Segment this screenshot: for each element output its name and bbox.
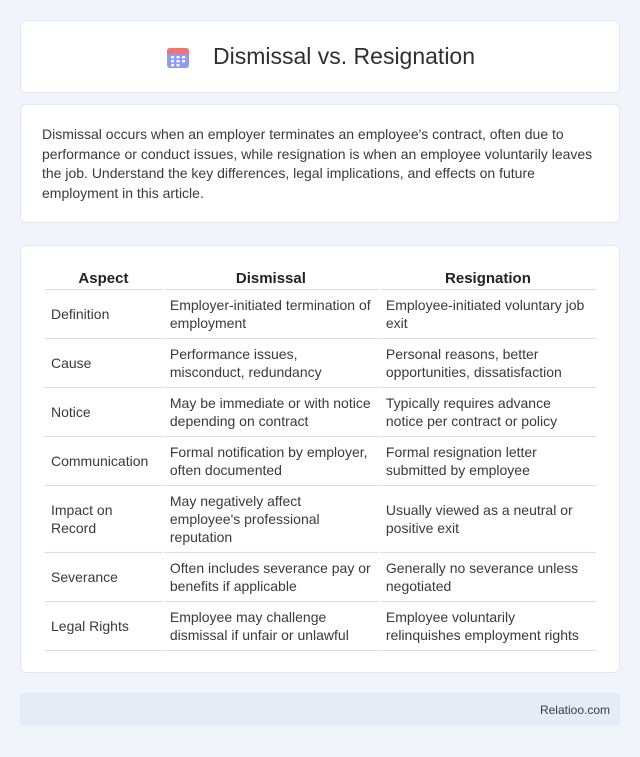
comparison-table: [43, 264, 598, 651]
title-card: [20, 20, 620, 93]
cell-dismissal: Performance issues, misconduct, redundancy: [164, 339, 378, 388]
intro-card: [20, 104, 620, 223]
cell-resignation: Employee voluntarily relinquishes employment rights: [380, 602, 596, 651]
cell-aspect: Communication: [45, 437, 162, 486]
comparison-card: [20, 245, 620, 673]
table-row: [45, 486, 596, 553]
cell-resignation: Formal resignation letter submitted by employee: [380, 437, 596, 486]
table-row: [45, 339, 596, 388]
table-header-row: [45, 264, 596, 290]
table-row: [45, 602, 596, 651]
page-title: Dismissal vs. Resignation: [212, 43, 476, 69]
cell-aspect: Legal Rights: [45, 602, 162, 651]
cell-dismissal: Formal notification by employer, often documented: [164, 437, 378, 486]
cell-aspect: Cause: [45, 339, 162, 388]
cell-dismissal: May negatively affect employee's professional reputation: [164, 486, 378, 553]
cell-dismissal: Employer-initiated termination of employment: [164, 290, 378, 339]
cell-dismissal: May be immediate or with notice depending on contract: [164, 388, 378, 437]
table-row: [45, 553, 596, 602]
header-resignation: Resignation: [380, 264, 596, 290]
table-row: [45, 290, 596, 339]
cell-aspect: Definition: [45, 290, 162, 339]
cell-aspect: Severance: [45, 553, 162, 602]
footer-site-name: Relatioo.com: [539, 702, 610, 717]
table-row: [45, 388, 596, 437]
table-row: [45, 437, 596, 486]
cell-resignation: Personal reasons, better opportunities, dissatisfaction: [380, 339, 596, 388]
cell-aspect: Notice: [45, 388, 162, 437]
cell-dismissal: Employee may challenge dismissal if unfair or unlawful: [164, 602, 378, 651]
cell-dismissal: Often includes severance pay or benefits if applicable: [164, 553, 378, 602]
cell-aspect: Impact on Record: [45, 486, 162, 553]
intro-paragraph: Dismissal occurs when an employer terminates an employee's contract, often due to performance or conduct issues, while resignation is when an employee voluntarily leaves the job. Understand the key differences, legal implications, and effects on future employment in this article.: [42, 126, 593, 201]
cell-resignation: Generally no severance unless negotiated: [380, 553, 596, 602]
header-aspect: Aspect: [45, 264, 162, 290]
calendar-icon: [165, 44, 191, 70]
cell-resignation: Usually viewed as a neutral or positive exit: [380, 486, 596, 553]
cell-resignation: Employee-initiated voluntary job exit: [380, 290, 596, 339]
footer: [20, 693, 620, 726]
header-dismissal: Dismissal: [164, 264, 378, 290]
cell-resignation: Typically requires advance notice per contract or policy: [380, 388, 596, 437]
